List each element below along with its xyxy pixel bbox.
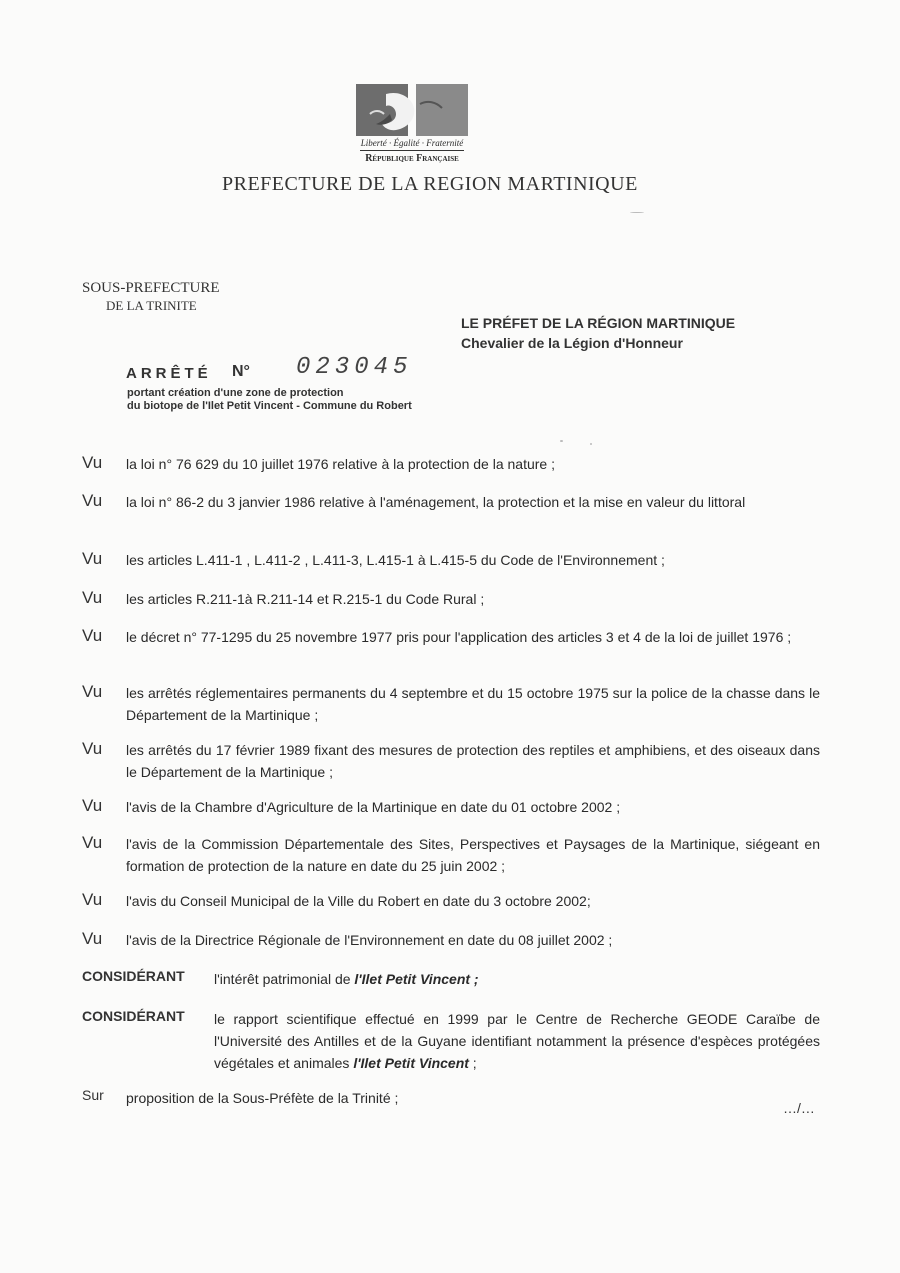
prefet-title: LE PRÉFET DE LA RÉGION MARTINIQUE xyxy=(461,315,736,331)
vu-mark: Vu xyxy=(82,739,103,758)
arrete-subtitle-line2: du biotope de l'Ilet Petit Vincent - Commune du Robert xyxy=(127,400,412,412)
considerant-emph: l'Ilet Petit Vincent ; xyxy=(354,971,479,987)
vu-text: l'avis de la Directrice Régionale de l'Environnement en date du 08 juillet 2002 ; xyxy=(126,932,613,948)
marianne-logo xyxy=(356,84,468,164)
vu-text: l'avis de la Commission Départementale des Sites, Perspectives et Paysages de la Martinique, siégeant en formation de protection de la nature en date du 25 juin 2002 ; xyxy=(126,836,820,874)
sur-mark: Sur xyxy=(82,1087,104,1103)
vu-mark: Vu xyxy=(82,549,103,568)
considerant-text-tail: ; xyxy=(468,1055,477,1071)
scan-speck xyxy=(560,440,563,442)
vu-text: les arrêtés réglementaires permanents du 4 septembre et du 15 octobre 1975 sur la police de la chasse dans le Département de la Martinique ; xyxy=(126,685,820,723)
scan-speck xyxy=(590,443,592,445)
prefet-distinction: Chevalier de la Légion d'Honneur xyxy=(461,335,683,351)
considerant-text xyxy=(214,1008,820,1074)
vu-mark: Vu xyxy=(82,491,103,510)
vu-mark: Vu xyxy=(82,796,103,815)
considerant-text xyxy=(214,968,820,990)
vu-mark: Vu xyxy=(82,453,103,472)
arrete-no-label: N° xyxy=(232,363,250,380)
arrete-number: 023045 xyxy=(296,354,413,381)
republique-francaise: République Française xyxy=(360,150,464,164)
vu-text: le décret n° 77-1295 du 25 novembre 1977 pris pour l'application des articles 3 et 4 de la loi de juillet 1976 ; xyxy=(126,629,792,645)
vu-mark: Vu xyxy=(82,682,103,701)
considerant-mark: CONSIDÉRANT xyxy=(82,1008,185,1024)
vu-text: les articles L.411-1 , L.411-2 , L.411-3, L.415-1 à L.415-5 du Code de l'Environnement ; xyxy=(126,552,665,568)
prefet-block xyxy=(461,313,735,353)
vu-mark: Vu xyxy=(82,588,103,607)
considerant-text-body: l'intérêt patrimonial de xyxy=(214,971,355,987)
vu-text: les arrêtés du 17 février 1989 fixant des mesures de protection des reptiles et amphibiens, et des oiseaux dans le Département de la Martinique ; xyxy=(126,742,820,780)
arrete-subtitle-line1: portant création d'une zone de protection xyxy=(127,387,344,399)
vu-mark: Vu xyxy=(82,929,103,948)
vu-text: la loi n° 86-2 du 3 janvier 1986 relative à l'aménagement, la protection et la mise en valeur du littoral xyxy=(126,494,746,510)
vu-text: les articles R.211-1à R.211-14 et R.215-1 du Code Rural ; xyxy=(126,591,485,607)
sous-prefecture-line2: DE LA TRINITE xyxy=(106,298,197,313)
vu-mark: Vu xyxy=(82,626,103,645)
arrete-subtitle xyxy=(127,387,412,413)
vu-text: la loi n° 76 629 du 10 juillet 1976 relative à la protection de la nature ; xyxy=(126,456,555,472)
vu-mark: Vu xyxy=(82,833,103,852)
vu-text: l'avis de la Chambre d'Agriculture de la Martinique en date du 01 octobre 2002 ; xyxy=(126,799,621,815)
prefecture-title: PREFECTURE DE LA REGION MARTINIQUE xyxy=(222,173,638,195)
sur-text: proposition de la Sous-Préfète de la Trinité ; xyxy=(126,1090,399,1106)
arrete-label: ARRÊTÉ xyxy=(126,365,212,382)
considerant-mark: CONSIDÉRANT xyxy=(82,968,185,984)
continuation-mark: …/… xyxy=(783,1100,815,1116)
vu-mark: Vu xyxy=(82,890,103,909)
scan-speck xyxy=(630,212,644,213)
sous-prefecture-line1: SOUS-PREFECTURE xyxy=(82,280,220,296)
considerant-text-body: le rapport scientifique effectué en 1999 par le Centre de Recherche GEODE Caraïbe de l'Université des Antilles et de la Guyane identifiant notamment la présence d'espèces protégées végétales et animales xyxy=(214,1011,820,1071)
vu-text: l'avis du Conseil Municipal de la Ville du Robert en date du 3 octobre 2002; xyxy=(126,893,591,909)
motto: Liberté · Égalité · Fraternité xyxy=(360,138,464,148)
marianne-icon xyxy=(356,84,468,136)
considerant-emph: l'Ilet Petit Vincent xyxy=(353,1055,469,1071)
